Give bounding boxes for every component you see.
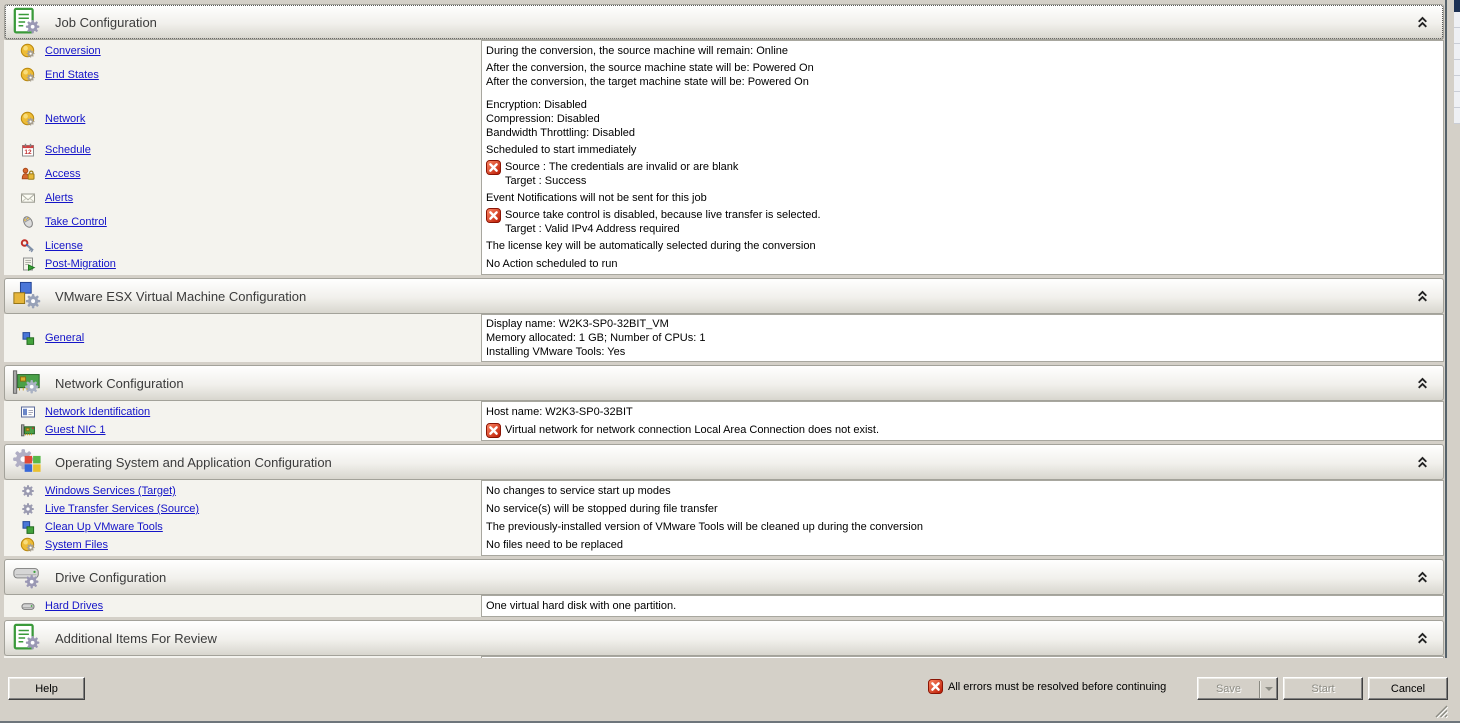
- config-row: [4, 189, 1444, 207]
- gear-coin-icon: [20, 43, 36, 59]
- section-body: [4, 401, 1444, 441]
- collapse-chevron-icon[interactable]: [1416, 632, 1429, 645]
- background-window-sliver: [1452, 0, 1460, 723]
- section: [4, 365, 1444, 441]
- gear-coin-icon: [20, 67, 36, 83]
- envelope-icon: [20, 190, 36, 206]
- config-row: [4, 518, 1444, 536]
- summary-line: Memory allocated: 1 GB; Number of CPUs: 1: [486, 332, 706, 344]
- summary-line: The license key will be automatically selected during the conversion: [486, 240, 816, 252]
- resize-grip[interactable]: [1433, 703, 1448, 718]
- windows-gear-icon: [12, 447, 42, 477]
- cubes-gear-icon: [12, 281, 42, 311]
- link-guest-nic-1[interactable]: Guest NIC 1: [45, 424, 106, 436]
- document-gear-icon: [12, 7, 42, 37]
- config-row: [4, 207, 1444, 237]
- hard-disk-icon: [20, 598, 36, 614]
- gear-icon: [20, 501, 36, 517]
- gear-coin-icon: [20, 537, 36, 553]
- error-icon: [486, 208, 501, 223]
- link-take-control[interactable]: Take Control: [45, 216, 107, 228]
- section: [4, 444, 1444, 556]
- config-row: [4, 141, 1444, 159]
- gear-coin-icon: [20, 111, 36, 127]
- link-hard-drives[interactable]: Hard Drives: [45, 600, 104, 612]
- config-row: [4, 60, 1444, 90]
- link-network-identification[interactable]: Network Identification: [45, 406, 151, 418]
- summary-line: Virtual network for network connection Local Area Connection does not exist.: [505, 423, 880, 436]
- section-header[interactable]: [4, 444, 1444, 480]
- section-header[interactable]: [4, 278, 1444, 314]
- section-title: Drive Configuration: [55, 569, 167, 585]
- section-body: [4, 595, 1444, 617]
- error-icon: [486, 423, 501, 438]
- cubes-icon: [20, 330, 36, 346]
- summary-line: Source : The credentials are invalid or are blank: [505, 161, 739, 173]
- error-icon: [928, 679, 943, 694]
- save-split-button[interactable]: [1197, 677, 1278, 700]
- link-windows-services-target[interactable]: Windows Services (Target): [45, 485, 176, 497]
- section-title: VMware ESX Virtual Machine Configuration: [55, 288, 307, 304]
- config-row: [4, 159, 1444, 189]
- link-access[interactable]: Access: [45, 168, 81, 180]
- collapse-chevron-icon[interactable]: [1416, 16, 1429, 29]
- collapse-chevron-icon[interactable]: [1416, 456, 1429, 469]
- link-clean-up-vmware-tools[interactable]: Clean Up VMware Tools: [45, 521, 163, 533]
- link-network[interactable]: Network: [45, 113, 86, 125]
- summary-line: Installing VMware Tools: Yes: [486, 346, 626, 358]
- link-conversion[interactable]: Conversion: [45, 45, 101, 57]
- config-row: [4, 255, 1444, 273]
- link-general[interactable]: General: [45, 332, 85, 344]
- collapse-chevron-icon[interactable]: [1416, 571, 1429, 584]
- save-button[interactable]: Save: [1215, 682, 1242, 695]
- section: [4, 559, 1444, 617]
- summary-line: No changes to service start up modes: [486, 485, 671, 497]
- config-row: [4, 42, 1444, 60]
- config-row: [4, 97, 1444, 141]
- status-message: [928, 679, 1166, 694]
- scroll-icon: [20, 256, 36, 272]
- section-title: Additional Items For Review: [55, 630, 217, 646]
- summary-line: During the conversion, the source machine will remain: Online: [486, 45, 789, 57]
- cubes-icon: [20, 519, 36, 535]
- link-license[interactable]: License: [45, 240, 83, 252]
- section-header[interactable]: [4, 620, 1444, 656]
- calendar-icon: [20, 142, 36, 158]
- cancel-button[interactable]: Cancel: [1368, 677, 1448, 700]
- summary-line: Host name: W2K3-SP0-32BIT: [486, 406, 633, 418]
- link-system-files[interactable]: System Files: [45, 539, 108, 551]
- section: [4, 278, 1444, 362]
- config-row: [4, 500, 1444, 518]
- section-header[interactable]: [4, 4, 1444, 40]
- key-icon: [20, 238, 36, 254]
- section-body: [4, 40, 1444, 275]
- status-text: All errors must be resolved before continuing: [948, 680, 1167, 693]
- config-row: [4, 237, 1444, 255]
- mouse-icon: [20, 214, 36, 230]
- nic-card-icon: [20, 422, 36, 438]
- summary-line: Event Notifications will not be sent for this job: [486, 192, 707, 204]
- job-summary-content: [4, 4, 1444, 681]
- summary-line: No Action scheduled to run: [486, 258, 618, 270]
- config-row: [4, 403, 1444, 421]
- section-title: Network Configuration: [55, 375, 184, 391]
- window-right-border: [1445, 0, 1447, 660]
- link-end-states[interactable]: End States: [45, 69, 99, 81]
- save-dropdown-arrow-icon[interactable]: [1260, 687, 1277, 691]
- footer-bar: [0, 658, 1460, 723]
- collapse-chevron-icon[interactable]: [1416, 377, 1429, 390]
- link-post-migration[interactable]: Post-Migration: [45, 258, 116, 270]
- section-header[interactable]: [4, 365, 1444, 401]
- config-row: [4, 421, 1444, 439]
- summary-line: Target : Success: [505, 175, 587, 187]
- section-body: [4, 480, 1444, 556]
- section: [4, 4, 1444, 275]
- section-body: [4, 314, 1444, 362]
- start-button[interactable]: Start: [1283, 677, 1363, 700]
- gear-icon: [20, 483, 36, 499]
- document-gear-icon: [12, 623, 42, 653]
- summary-line: Source take control is disabled, because live transfer is selected.: [505, 209, 821, 221]
- summary-line: Scheduled to start immediately: [486, 144, 637, 156]
- config-row: [4, 597, 1444, 615]
- help-button[interactable]: Help: [8, 677, 85, 700]
- summary-line: Bandwidth Throttling: Disabled: [486, 127, 635, 139]
- summary-line: Encryption: Disabled: [486, 99, 587, 111]
- config-row: [4, 536, 1444, 554]
- summary-line: No files need to be replaced: [486, 539, 623, 551]
- config-row: [4, 316, 1444, 360]
- network-id-icon: [20, 404, 36, 420]
- link-live-transfer-services-source[interactable]: Live Transfer Services (Source): [45, 503, 200, 515]
- drive-gear-icon: [12, 562, 42, 592]
- summary-line: Compression: Disabled: [486, 113, 600, 125]
- link-alerts[interactable]: Alerts: [45, 192, 74, 204]
- nic-gear-icon: [12, 368, 42, 398]
- section-header[interactable]: [4, 559, 1444, 595]
- section-title: Operating System and Application Configuration: [55, 454, 332, 470]
- collapse-chevron-icon[interactable]: [1416, 290, 1429, 303]
- summary-line: After the conversion, the target machine state will be: Powered On: [486, 76, 809, 88]
- error-icon: [486, 160, 501, 175]
- user-lock-icon: [20, 166, 36, 182]
- section-title: Job Configuration: [55, 14, 157, 30]
- summary-line: Target : Valid IPv4 Address required: [505, 223, 680, 235]
- summary-line: No service(s) will be stopped during file transfer: [486, 503, 718, 515]
- config-row: [4, 482, 1444, 500]
- summary-line: Display name: W2K3-SP0-32BIT_VM: [486, 318, 669, 330]
- summary-line: One virtual hard disk with one partition.: [486, 600, 677, 612]
- summary-line: The previously-installed version of VMware Tools will be cleaned up during the conversion: [486, 521, 923, 533]
- link-schedule[interactable]: Schedule: [45, 144, 91, 156]
- summary-line: After the conversion, the source machine state will be: Powered On: [486, 62, 814, 74]
